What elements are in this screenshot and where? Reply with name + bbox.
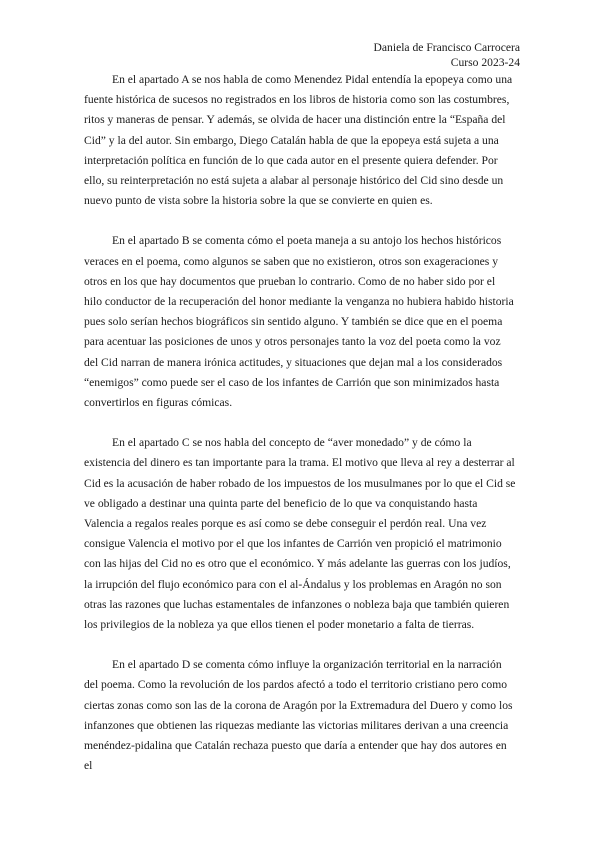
course-label: Curso 2023-24 (450, 56, 520, 69)
paragraph-apartado-a: En el apartado A se nos habla de como Menendez Pidal entendía la epopeya como una fuente histórica de sucesos no registrados en los libros de historia como son las costumbres, ritos y maneras de pensar. Y además, se olvida de hacer una distinción entre la “España del Cid” y la del autor. Sin embargo, Diego Catalán habla de que la epopeya está sujeta a una interpretación política en función de lo que cada autor en el presente quiera defender. Por ello, su reinterpretación no está sujeta a alabar al personaje histórico del Cid sino desde un nuevo punto de vista sobre la historia sobre la que se convierte en quien es. (84, 73, 513, 208)
paragraph-apartado-d: En el apartado D se comenta cómo influye la organización territorial en la narración del poema. Como la revolución de los pardos afectó a todo el territorio cristiano pero como ciertas zonas como son las de la corona de Aragón por la Extremadura del Duero y como los infanzones que obtienen las riquezas mediante las victorias militares derivan a una creencia menéndez-pidalina que Catalán rechaza puesto que daría a entender que hay dos autores en el (84, 658, 513, 773)
paragraph-spacer (84, 211, 516, 231)
paragraph-apartado-c: En el apartado C se nos habla del concepto de “aver monedado” y de cómo la existencia del dinero es tan importante para la trama. El motivo que lleva al rey a desterrar al Cid es la acusación de haber robado de los impuestos de los musulmanes por lo que el Cid se ve obligado a destinar una quinta parte del beneficio de lo que va conquistando hasta Valencia a regalos reales porque es así como se debe conseguir el perdón real. Una vez consigue Valencia el motivo por el que los infantes de Carrión ven propició el matrimonio con las hijas del Cid no es otro que el económico. Y más adelante las guerras con los judíos, la irrupción del flujo económico para con el al-Ándalus y los problemas en Aragón no son otras las razones que luchas estamentales de infanzones o nobleza baja que también quieren los privilegios de la nobleza ya que ellos tienen el poder monetario a falta de tierras. (84, 436, 516, 632)
paragraph-apartado-b: En el apartado B se comenta cómo el poeta maneja a su antojo los hechos históricos veraces en el poema, como algunos se saben que no existieron, otros son exageraciones y otros en los que hay documentos que prueban lo contrario. Como de no haber sido por el hilo conductor de la recuperación del honor mediante la venganza no hubiera habido historia pues solo serían hechos biográficos sin sentido alguno. Y también se dice que en el poema para acentuar las posiciones de unos y otros personajes tanto la voz del poeta como la voz del Cid narran de manera irónica actitudes, y situaciones que dejan mal a los considerados “enemigos” como puede ser el caso de los infantes de Carrión que son minimizados hasta convertirlos en figuras cómicas. (84, 234, 514, 410)
document-header (84, 40, 520, 70)
paragraph-spacer (84, 413, 516, 433)
paragraph-spacer (84, 635, 516, 655)
author-name: Daniela de Francisco Carrocera (373, 41, 520, 54)
